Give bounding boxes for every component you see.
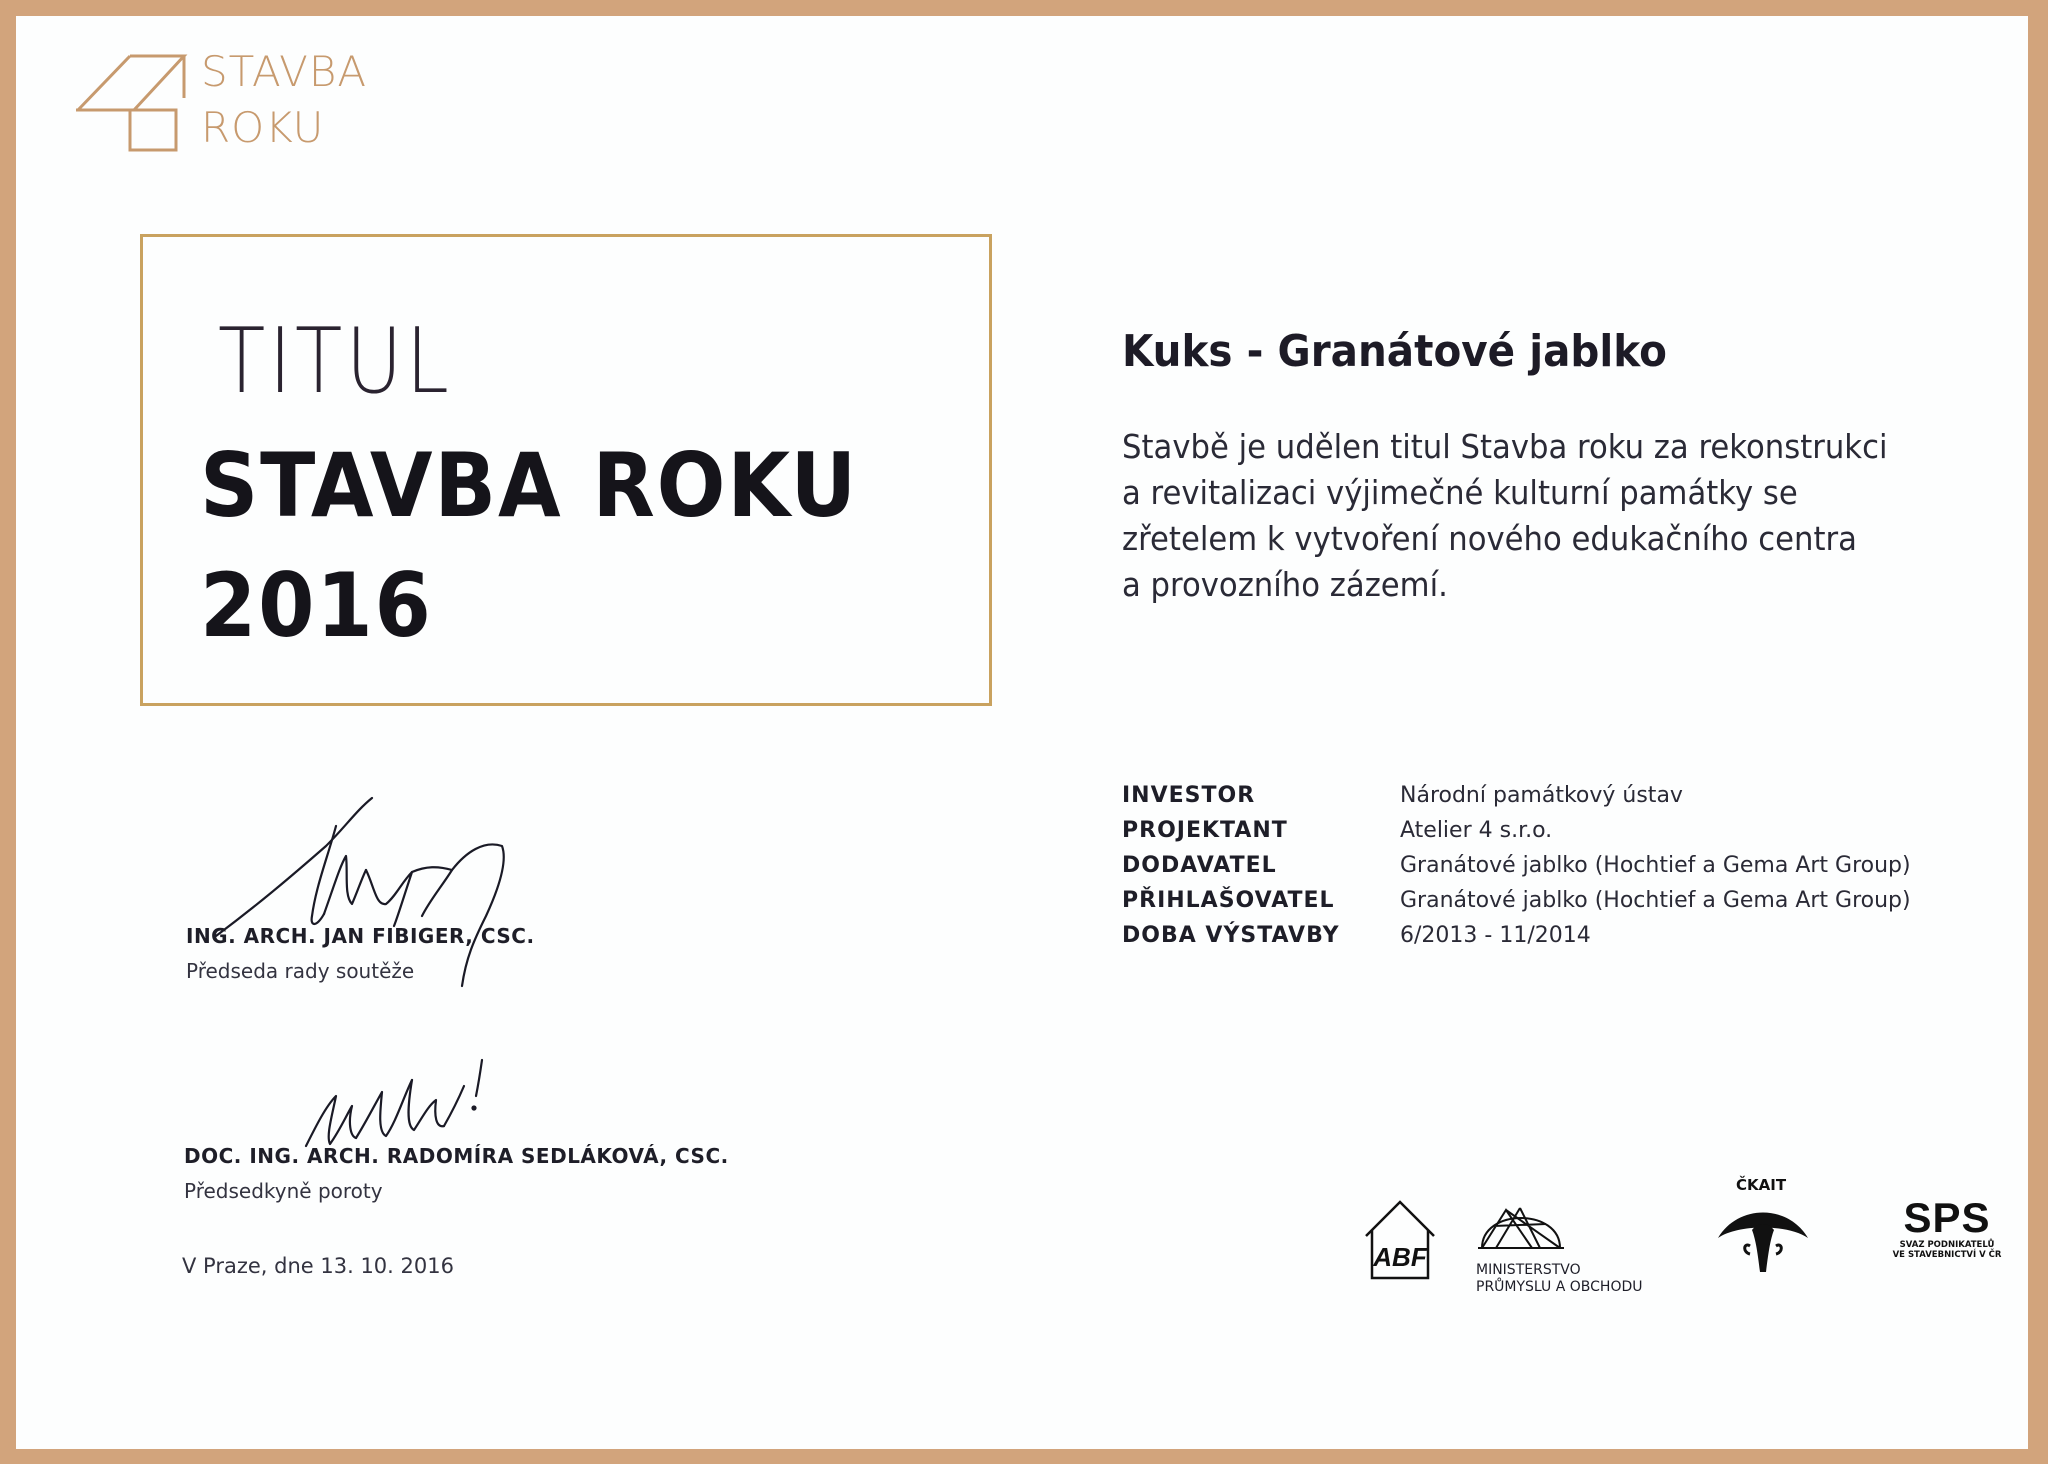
signatory-name: ING. ARCH. JAN FIBIGER, CSC. (186, 924, 535, 948)
detail-key: DODAVATEL (1122, 853, 1277, 878)
signatory-role: Předsedkyně poroty (184, 1179, 383, 1203)
sps-logo-icon (1882, 1196, 2012, 1260)
detail-value: Atelier 4 s.r.o. (1400, 818, 1553, 843)
brand-wordmark (201, 44, 367, 156)
mpo-line: MINISTERSTVO (1476, 1262, 1581, 1278)
detail-value: Národní památkový ústav (1400, 783, 1683, 808)
detail-value: Granátové jablko (Hochtief a Gema Art Group) (1400, 853, 1911, 878)
award-title: STAVBA ROKU (200, 434, 859, 537)
mpo-logo-icon (1476, 1188, 1566, 1262)
detail-value: 6/2013 - 11/2014 (1400, 923, 1591, 948)
signatory-name: DOC. ING. ARCH. RADOMÍRA SEDLÁKOVÁ, CSC. (184, 1144, 729, 1168)
detail-value: Granátové jablko (Hochtief a Gema Art Group) (1400, 888, 1911, 913)
stavba-roku-logo-icon (72, 52, 192, 152)
detail-key: DOBA VÝSTAVBY (1122, 923, 1340, 948)
issue-date: V Praze, dne 13. 10. 2016 (182, 1254, 454, 1278)
description-line: zřetelem k vytvoření nového edukačního centra (1122, 519, 1857, 558)
description-line: Stavbě je udělen titul Stavba roku za rekonstrukci (1122, 427, 1888, 466)
detail-key: PŘIHLAŠOVATEL (1122, 888, 1335, 913)
brand-line1: STAVBA (201, 47, 368, 96)
sps-sub-line: VE STAVEBNICTVÍ V ČR (1892, 1250, 2002, 1260)
ckait-logo-icon (1708, 1176, 1818, 1290)
brand-line2: ROKU (201, 103, 325, 152)
abf-logo-text: ABF (1373, 1242, 1427, 1272)
abf-logo-icon (1360, 1196, 1440, 1290)
mpo-line: PRŮMYSLU A OBCHODU (1476, 1279, 1643, 1295)
award-label: TITUL (218, 309, 453, 414)
certificate (16, 16, 2028, 1449)
signature-jury-head (296, 1056, 496, 1156)
description-line: a provozního zázemí. (1122, 565, 1448, 604)
signatory-role: Předseda rady soutěže (186, 959, 415, 983)
detail-key: INVESTOR (1122, 783, 1256, 808)
mpo-logo-text (1476, 1262, 1643, 1296)
sps-sub-line: SVAZ PODNIKATELŮ (1899, 1240, 1995, 1250)
description-line: a revitalizaci výjimečné kulturní památky se (1122, 473, 1798, 512)
project-description (1122, 424, 1887, 608)
ckait-logo-text: ČKAIT (1736, 1176, 1787, 1194)
partner-logos (1316, 1176, 2016, 1316)
project-name: Kuks - Granátové jablko (1122, 326, 1667, 377)
award-year: 2016 (200, 554, 433, 657)
detail-key: PROJEKTANT (1122, 818, 1288, 843)
sps-logo-text: SPS (1903, 1194, 1991, 1241)
